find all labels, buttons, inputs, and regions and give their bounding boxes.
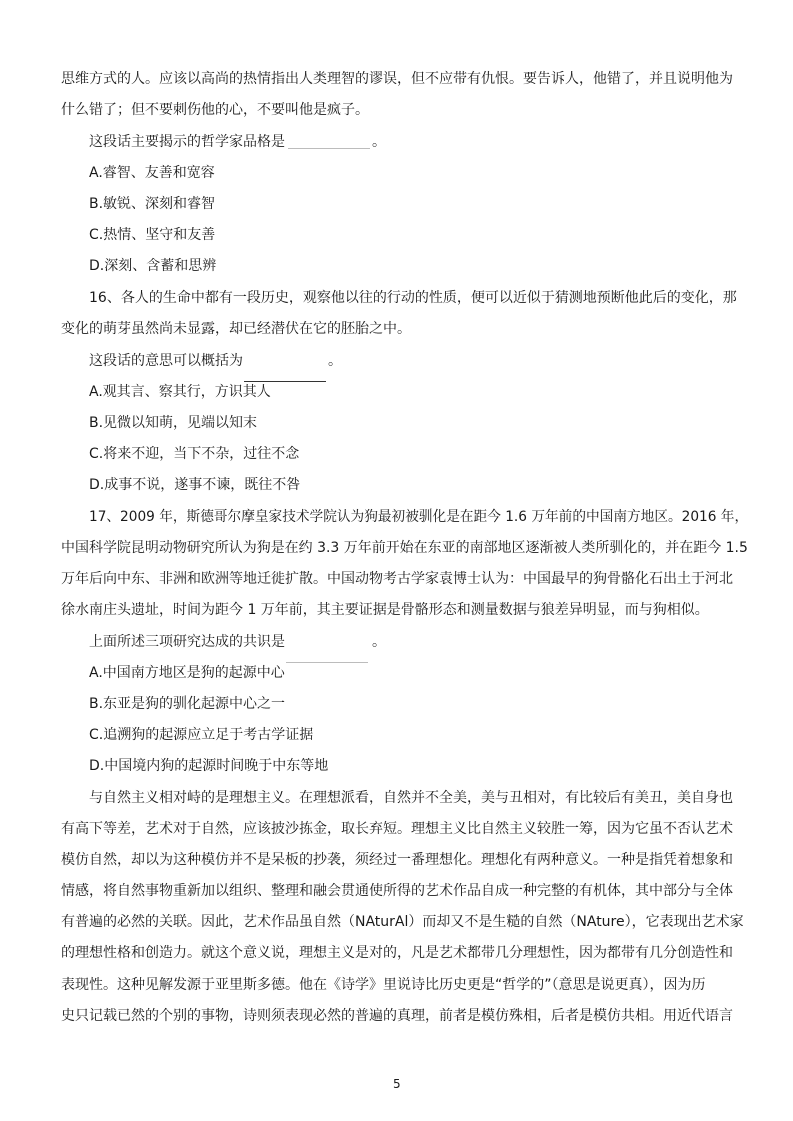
q17-option-a: A.中国南方地区是狗的起源中心 (89, 665, 285, 681)
q15-option-d: D.深刻、含蓄和思辨 (89, 258, 217, 274)
q16-prompt: 这段话的意思可以概括为 (89, 353, 243, 369)
q17-stem-line-1: 17、2009 年，斯德哥尔摩皇家技术学院认为狗最初被驯化是在距今 1.6 万年前的中国南方地区。2016 年， (89, 509, 749, 525)
passage-line-1: 与自然主义相对峙的是理想主义。在理想派看，自然并不全美，美与丑相对，有比较后有美丑，美自身也 (89, 790, 733, 806)
intro-line-1: 思维方式的人。应该以高尚的热情指出人类理智的谬误，但不应带有仇恨。要告诉人，他错了，并且说明他为 (61, 71, 733, 87)
q16-stem-line-1: 16、各人的生命中都有一段历史，观察他以往的行动的性质，便可以近似于猜测地预断他此后的变化，那 (89, 290, 737, 306)
q16-end-mark: 。 (328, 353, 342, 369)
q16-option-c: C.将来不迎，当下不杂，过往不念 (89, 446, 300, 462)
passage-line-5: 有普遍的必然的关联。因此，艺术作品虽自然（NAturAl）而却又不是生糙的自然（NAture），它表现出艺术家 (61, 914, 744, 930)
q17-option-c: C.追溯狗的起源应立足于考古学证据 (89, 727, 314, 743)
q16-stem-line-2: 变化的萌芽虽然尚未显露，却已经潜伏在它的胚胎之中。 (61, 321, 411, 337)
q15-option-b: B.敏锐、深刻和睿智 (89, 196, 216, 212)
q15-end-mark: 。 (372, 134, 386, 150)
passage-line-6: 的理想性格和创造力。就这个意义说，理想主义是对的，凡是艺术都带几分理想性，因为都带有几分创造性和 (61, 945, 733, 961)
q17-option-d: D.中国境内狗的起源时间晚于中东等地 (89, 758, 329, 774)
passage-line-2: 有高下等差，艺术对于自然，应该披沙拣金，取长弃短。理想主义比自然主义较胜一筹，因为它虽不否认艺术 (61, 821, 733, 837)
q16-option-b: B.见微以知萌，见端以知末 (89, 415, 258, 431)
q16-option-d: D.成事不说，遂事不谏，既往不咎 (89, 477, 301, 493)
q16-option-a: A.观其言、察其行，方识其人 (89, 384, 271, 400)
q15-prompt: 这段话主要揭示的哲学家品格是 (89, 134, 285, 150)
q17-stem-line-3: 万年后向中东、非洲和欧洲等地迁徙扩散。中国动物考古学家袁博士认为：中国最早的狗骨骼化石出土于河北 (61, 571, 733, 587)
q17-end-mark: 。 (372, 634, 386, 650)
passage-line-3: 模仿自然，却以为这种模仿并不是呆板的抄袭，须经过一番理想化。理想化有两种意义。一种是指凭着想象和 (61, 852, 733, 868)
q17-answer-blank (286, 662, 368, 663)
q15-option-a: A.睿智、友善和宽容 (89, 165, 215, 181)
intro-line-2: 什么错了；但不要刺伤他的心，不要叫他是疯子。 (61, 102, 369, 118)
passage-line-8: 史只记载已然的个别的事物，诗则须表现必然的普遍的真理，前者是模仿殊相，后者是模仿共相。用近代语言 (61, 1008, 733, 1024)
passage-line-4: 情感，将自然事物重新加以组织、整理和融会贯通使所得的艺术作品自成一种完整的有机体，其中部分与全体 (61, 883, 733, 899)
q17-option-b: B.东亚是狗的驯化起源中心之一 (89, 696, 286, 712)
q17-stem-line-4: 徐水南庄头遗址，时间为距今 1 万年前，其主要证据是骨骼形态和测量数据与狼差异明显，而与狗相似。 (61, 602, 709, 618)
q17-prompt: 上面所述三项研究达成的共识是 (89, 634, 285, 650)
passage-line-7: 表现性。这种见解发源于亚里斯多德。他在《诗学》里说诗比历史更是“哲学的”（意思是说更真），因为历 (61, 977, 706, 993)
q17-stem-line-2: 中国科学院昆明动物研究所认为狗是在约 3.3 万年前开始在东亚的南部地区逐渐被人类所驯化的，并在距今 1.5 (61, 540, 748, 556)
q15-answer-blank (288, 148, 370, 149)
q15-option-c: C.热情、坚守和友善 (89, 227, 216, 243)
page-number: 5 (393, 1077, 401, 1091)
